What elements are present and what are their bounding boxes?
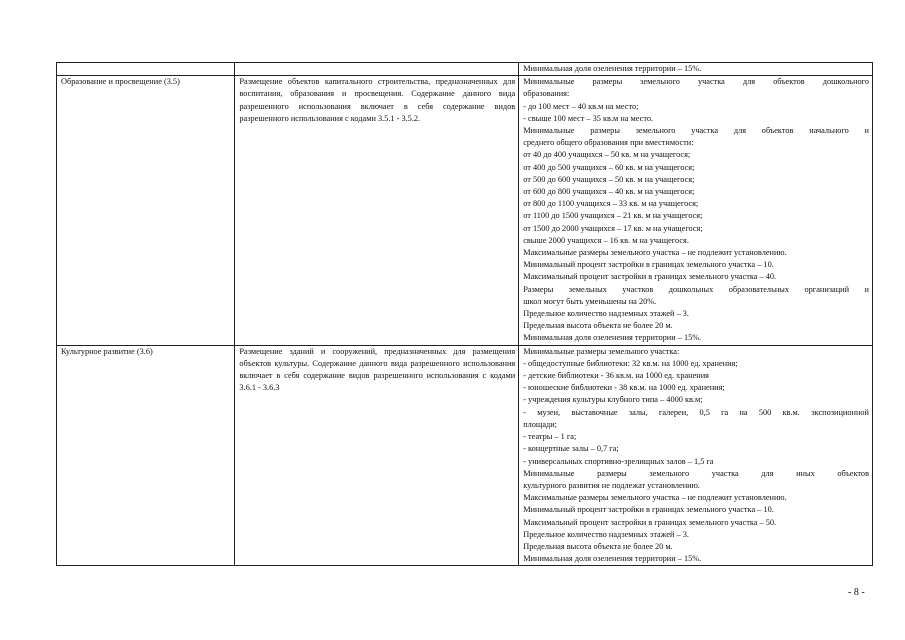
param-line: - универсальных спортивно-зрелищных залов – 1,5 га (523, 456, 714, 466)
param-line: Минимальная доля озеленения территории – 15%. (523, 554, 702, 564)
param-line: Минимальная доля озеленения территории – 15%. (523, 333, 702, 343)
use-params-cell (519, 345, 873, 566)
param-line: Максимальный процент застройки в границах земельного участка – 50. (523, 517, 777, 527)
param-line: Максимальные размеры земельного участка – не подлежит установлению. (523, 248, 787, 258)
table-row-culture (57, 345, 873, 566)
param-line: - юношеские библиотеки - 38 кв.м. на 1000 ед. хранения; (523, 383, 725, 393)
param-line: Предельное количество надземных этажей – 3. (523, 529, 690, 539)
use-description-cell: Размещение объектов капитального строительства, предназначенных для воспитания, образования и просвещения. Содержание данного вида разрешенного использования включает в себя содержание видов разрешенного использования с кодами 3.5.1 - 3.5.2. (235, 76, 519, 345)
param-line: от 800 до 1100 учащихся – 33 кв. м на учащегося; (523, 199, 699, 209)
param-line: - учреждения культуры клубного типа – 4000 кв.м; (523, 395, 703, 405)
use-name-cell: Культурное развитие (3.6) (57, 345, 235, 566)
param-line: культурного развития не подлежат установлению. (523, 480, 700, 490)
param-line: свыше 2000 учащихся – 16 кв. м на учащегося. (523, 235, 689, 245)
param-line: - детские библиотеки - 36 кв.м. на 1000 ед. хранения (523, 371, 709, 381)
param-line: Минимальный процент застройки в границах земельного участка – 10. (523, 505, 774, 515)
param-line: Размеры земельных участков дошкольных образовательных организаций и (523, 284, 869, 294)
table-row-top (57, 63, 873, 76)
zoning-table (56, 62, 873, 566)
param-line: школ могут быть уменьшены на 20%. (523, 296, 657, 306)
param-line: Минимальные размеры земельного участка для иных объектов (523, 468, 869, 478)
param-line: от 400 до 500 учащихся – 60 кв. м на учащегося; (523, 162, 695, 172)
page-number: - 8 - (848, 587, 865, 598)
table-row-education (57, 76, 873, 345)
param-line: от 500 до 600 учащихся – 50 кв. м на учащегося; (523, 174, 695, 184)
param-line: от 1100 до 1500 учащихся – 21 кв. м на учащегося; (523, 211, 703, 221)
param-line: - до 100 мест – 40 кв.м на место; (523, 101, 639, 111)
use-name-cell (57, 63, 235, 76)
param-line: - театры – 1 га; (523, 432, 577, 442)
param-line: площади; (523, 419, 557, 429)
param-line: - концертные залы – 0,7 га; (523, 444, 619, 454)
param-line: Минимальные размеры земельного участка для объектов начального и (523, 126, 869, 136)
param-line: Минимальный процент застройки в границах земельного участка – 10. (523, 260, 774, 270)
param-line: от 600 до 800 учащихся – 40 кв. м на учащегося; (523, 187, 695, 197)
use-description-cell (235, 63, 519, 76)
param-line: от 1500 до 2000 учащихся – 17 кв. м на учащегося; (523, 223, 703, 233)
param-line: - свыше 100 мест – 35 кв.м на место. (523, 113, 654, 123)
param-line: Предельная высота объекта не более 20 м. (523, 321, 673, 331)
param-line: Минимальная доля озеленения территории – 15%. (523, 64, 702, 73)
param-line: Минимальные размеры земельного участка для объектов дошкольного (523, 77, 869, 87)
use-description-cell: Размещение зданий и сооружений, предназначенных для размещения объектов культуры. Содержание данного вида разрешенного использования включает в себя содержание видов разрешенного использования с кодами 3.6.1 - 3.6.3 (235, 345, 519, 566)
param-line: Предельное количество надземных этажей – 3. (523, 309, 690, 319)
param-line: от 40 до 400 учащихся – 50 кв. м на учащегося; (523, 150, 691, 160)
use-params-cell (519, 63, 873, 76)
param-line: - музеи, выставочные залы, галереи, 0,5 га на 500 кв.м. экспозиционной (523, 407, 869, 417)
param-line: Минимальные размеры земельного участка: (523, 346, 680, 356)
param-line: образования: (523, 89, 570, 99)
use-params-cell (519, 76, 873, 345)
use-name-cell: Образование и просвещение (3.5) (57, 76, 235, 345)
param-line: Предельная высота объекта не более 20 м. (523, 541, 673, 551)
param-line: - общедоступные библиотеки: 32 кв.м. на 1000 ед. хранения; (523, 358, 738, 368)
param-line: среднего общего образования при вместимости: (523, 138, 694, 148)
param-line: Максимальный процент застройки в границах земельного участка – 40. (523, 272, 777, 282)
param-line: Максимальные размеры земельного участка – не подлежит установлению. (523, 493, 787, 503)
